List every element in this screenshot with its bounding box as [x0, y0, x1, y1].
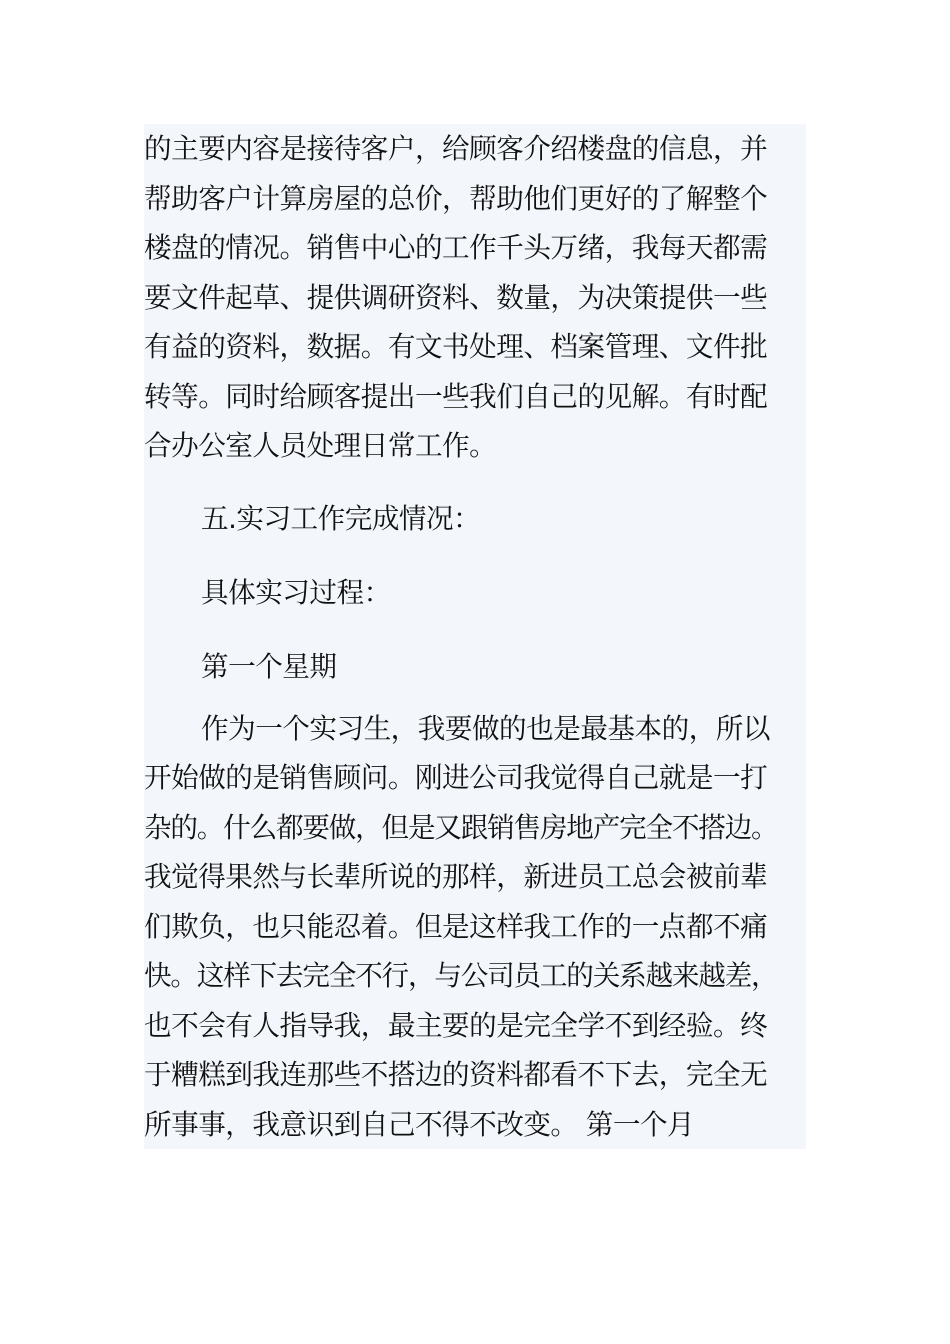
paragraph-line: 快。这样下去完全不行，与公司员工的关系越来越差，	[144, 959, 778, 992]
paragraph-line: 作为一个实习生，我要做的也是最基本的，所以	[201, 711, 770, 745]
paragraph-line: 们欺负，也只能忍着。但是这样我工作的一点都不痛	[144, 909, 768, 943]
paragraph-line: 合办公室人员处理日常工作。	[144, 429, 497, 462]
section-heading: 五.实习工作完成情况：	[201, 501, 481, 535]
paragraph-line: 开始做的是销售顾问。刚进公司我觉得自己就是一打	[144, 761, 768, 794]
paragraph-line: 也不会有人指导我，最主要的是完全学不到经验。终	[144, 1008, 768, 1042]
paragraph-line: 所事事，我意识到自己不得不改变。 第一个月	[144, 1107, 695, 1141]
document-text-block	[144, 124, 806, 1149]
paragraph-line: 帮助客户计算房屋的总价，帮助他们更好的了解整个	[144, 181, 768, 215]
paragraph-line: 转等。同时给顾客提出一些我们自己的见解。有时配	[144, 379, 768, 413]
paragraph-line: 于糟糕到我连那些不搭边的资料都看不下去，完全无	[144, 1058, 768, 1091]
paragraph-line: 有益的资料，数据。有文书处理、档案管理、文件批	[144, 330, 768, 363]
paragraph-line: 的主要内容是接待客户，给顾客介绍楼盘的信息，并	[144, 132, 768, 165]
week-heading: 第一个星期	[201, 649, 337, 683]
paragraph-line: 楼盘的情况。销售中心的工作千头万绪，我每天都需	[144, 231, 768, 264]
subsection-heading: 具体实习过程：	[201, 575, 391, 609]
paragraph-line: 杂的。什么都要做，但是又跟销售房地产完全不搭边。	[144, 810, 778, 844]
paragraph-line: 要文件起草、提供调研资料、数量，为决策提供一些	[144, 280, 768, 314]
paragraph-line: 我觉得果然与长辈所说的那样，新进员工总会被前辈	[144, 860, 768, 893]
